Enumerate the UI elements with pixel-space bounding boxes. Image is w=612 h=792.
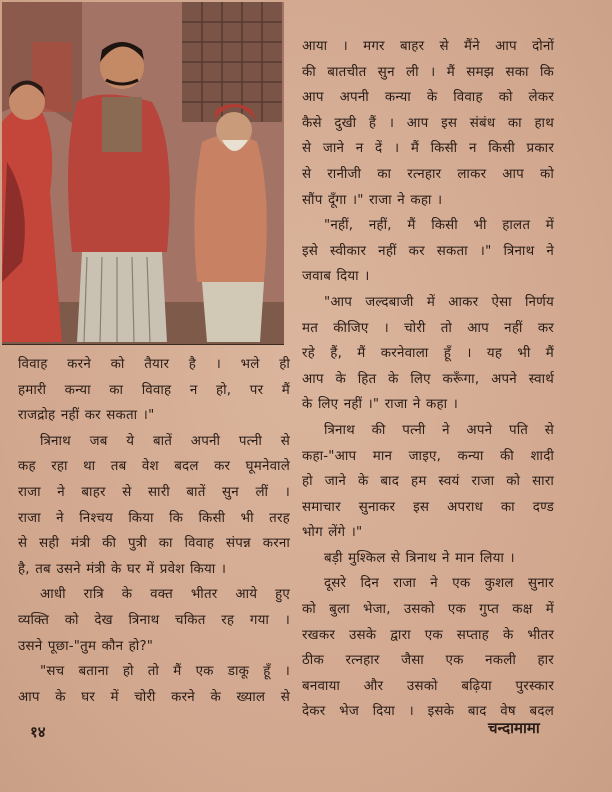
text-line: सौंप दूँगा ।" राजा ने कहा । [302,192,443,208]
text-line: से रानीजी का रत्नहार लाकर आप को [302,166,554,182]
text-line: "सच बताना हो तो मैं एक डाकू हूँ । [40,664,290,680]
text-line: आप अपनी कन्या के विवाह को लेकर [302,90,554,106]
text-line: रहे हैं, मैं करनेवाला हूँ । यह भी मैं [302,346,554,362]
text-line: व्यक्ति को देख त्रिनाथ चकित रह गया । [18,612,290,628]
text-line: राजा ने बाहर से सारी बातें सुन लीं । [18,484,290,500]
illustration-art [2,2,284,344]
text-line: कहा-"आप मान जाइए, कन्या की शादी [302,448,554,464]
text-line: बनवाया और उसको बढ़िया पुरस्कार [302,678,554,694]
text-line: कैसे दुखी हैं । आप इस संबंध का हाथ [302,115,554,131]
text-line: आप के हित के लिए करूँगा, अपने स्वार्थ [302,371,554,387]
text-line: के लिए नहीं ।" राजा ने कहा । [302,397,458,413]
text-line: भोग लेंगे ।" [302,525,363,541]
text-line: हमारी कन्या का विवाह न हो, पर मैं [18,382,290,398]
text-line: जवाब दिया । [302,269,370,285]
text-line: राजा ने निश्चय किया कि किसी भी तरह [18,510,290,526]
text-line: समाचार सुनाकर इस अपराध का दण्ड [302,499,554,515]
magazine-title: चन्दामामा [488,719,540,737]
text-line: मत कीजिए । चोरी तो आप नहीं कर [302,320,554,336]
text-line: इसे स्वीकार नहीं कर सकता ।" त्रिनाथ ने [302,243,554,259]
text-line: है, तब उसने मंत्री के घर में प्रवेश किया । [18,561,227,577]
text-line: त्रिनाथ की पत्नी ने अपने पति से [324,422,554,438]
text-line: विवाह करने को तैयार है । भले ही [18,357,290,372]
text-line: आया । मगर बाहर से मैंने आप दोनों [302,39,554,54]
text-line: "आप जल्दबाजी में आकर ऐसा निर्णय [324,294,554,310]
text-line: आधी रात्रि के वक्त भीतर आये हुए [40,587,290,603]
text-line: उसने पूछा-"तुम कौन हो?" [18,638,154,654]
text-line: त्रिनाथ जब ये बातें अपनी पत्नी से [40,433,290,449]
text-line: आप के घर में चोरी करने के ख्याल से [18,689,290,705]
text-line: की बातचीत सुन ली । मैं समझ सका कि [302,64,554,80]
left-text-column [18,352,290,710]
text-line: बड़ी मुश्किल से त्रिनाथ ने मान लिया । [324,550,515,566]
text-line: से सही मंत्री की पुत्री का विवाह संपन्न करना [18,536,290,552]
text-line: को बुला भेजा, उसको एक गुप्त कक्ष में [302,602,554,618]
text-line: हो जाने के बाद हम स्वयं राजा को सारा [302,474,554,490]
right-text-column [302,34,554,725]
story-illustration [2,2,284,345]
text-line: देकर भेज दिया । इसके बाद वेष बदल [302,704,554,720]
text-line: दूसरे दिन राजा ने एक कुशल सुनार [324,576,554,592]
text-line: राजद्रोह नहीं कर सकता ।" [18,408,155,424]
text-line: ठीक रत्नहार जैसा एक नकली हार [302,653,554,669]
text-line: रखकर उसके द्वारा एक सप्ताह के भीतर [302,627,554,643]
text-line: कह रहा था तब वेश बदल कर घूमनेवाले [18,459,290,475]
text-line: से जाने न दें । मैं किसी न किसी प्रकार [302,141,554,157]
page-number: १४ [30,723,46,741]
text-line: "नहीं, नहीं, मैं किसी भी हालत में [324,218,554,234]
